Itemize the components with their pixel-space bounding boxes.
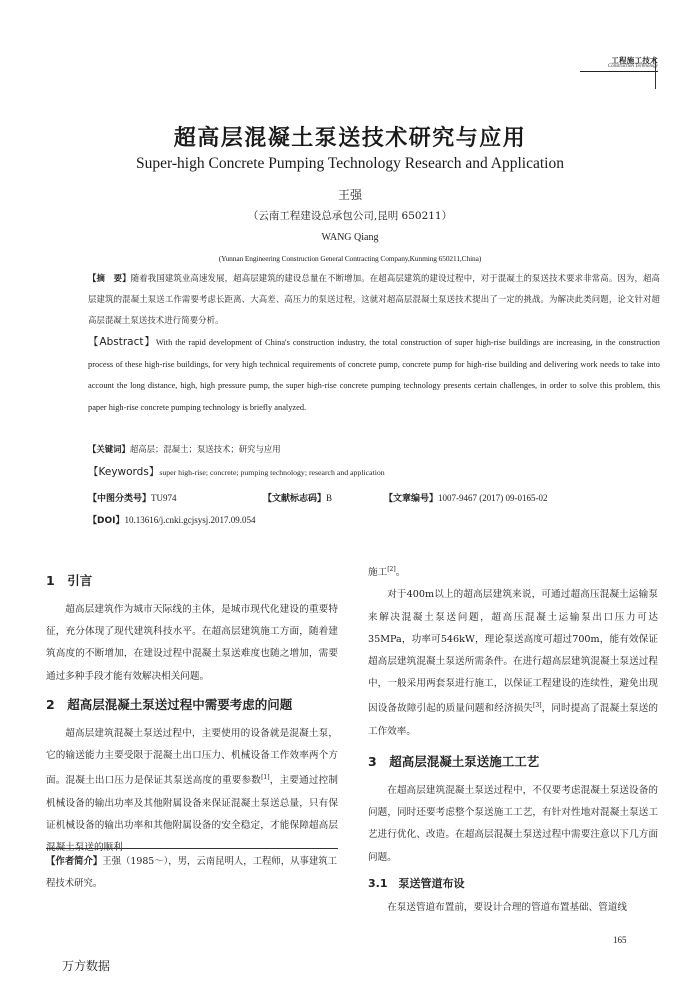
left-column	[46, 568, 338, 859]
section-2-heading: 2 超高层混凝土泵送过程中需要考虑的问题	[46, 696, 293, 712]
citation-ref-2[interactable]: [2]	[387, 566, 396, 573]
author-note	[46, 851, 338, 895]
abstract-en-label: 【Abstract】	[88, 336, 156, 348]
author-note-label: 【作者简介】	[46, 856, 103, 867]
document-code: 【文献标志码】B	[263, 493, 333, 504]
keywords-zh	[88, 442, 281, 456]
subsection-3-1-heading: 3.1 泵送管道布设	[368, 876, 465, 890]
article-number: 【文章编号】1007-9467 (2017) 09-0165-02	[384, 493, 548, 504]
doi-value: 10.13616/j.cnki.gcjsysj.2017.09.054	[124, 515, 256, 525]
pump-pressure-paragraph: 对于400m以上的超高层建筑来说，可通过超高压混凝土运输泵来解决混凝土泵送问题，超高压混凝土运输泵出口压力可达35MPa，功率可546kW，理论泵送高度可超过700m，能有效保证超高层建筑混凝土泵送所需条件。在进行超高层建筑混凝土泵送过程中，一般采用两套泵进行施工，以保证工程建设的连续性，避免出现因设备故障引起的质量问题和经济损失[3]，同时提高了混凝土泵送的工作效率。	[368, 589, 659, 737]
section-1-heading: 1 引言	[46, 573, 93, 588]
journal-header-title: 工程施工技术	[611, 56, 658, 65]
journal-header-subtitle: Construction Technology	[607, 64, 658, 69]
affiliation-en: (Yunnan Engineering Construction General Contracting Company,Kunming 650211,China)	[218, 254, 482, 263]
keywords-en-text: super high-rise; concrete; pumping technology; research and application	[159, 468, 385, 477]
page-number: 165	[613, 935, 627, 945]
right-column	[368, 559, 658, 919]
author-name-zh: 王强	[337, 188, 362, 202]
keywords-zh-text: 超高层；混凝土；泵送技术；研究与应用	[129, 444, 281, 454]
author-note-text: 王强（1985～），男，云南昆明人，工程师，从事建筑工程技术研究。	[46, 856, 338, 889]
keywords-en	[88, 464, 385, 479]
section-3-heading: 3 超高层混凝土泵送施工工艺	[368, 754, 540, 769]
keywords-en-label: 【Keywords】	[88, 466, 160, 478]
abstract-zh	[88, 268, 660, 331]
author-note-rule	[46, 848, 338, 849]
affiliation-zh: （云南工程建设总承包公司,昆明 650211）	[247, 210, 453, 222]
keywords-zh-label: 【关键词】	[88, 444, 130, 454]
doi-line	[88, 513, 255, 526]
abstract-en-text: With the rapid development of China's construction industry, the total construction of super high-rise buildings are increasing, in the construction process of these high-rise buildings, for very high technical requirements of concrete pump, concrete pump for high-rise building and delivering work needs to take into account the long distance, high, high pressure pump, the super high-rise concrete pumping technology presents certain challenges, in order to solve this problem, this paper high-rise concrete pumping technology is briefly analyzed.	[88, 338, 660, 412]
section-1-paragraph: 超高层建筑作为城市天际线的主体，是城市现代化建设的重要特征，充分体现了现代建筑科技水平。在超高层建筑施工方面，随着建筑高度的不断增加，在建设过程中混凝土泵送难度也随之增加，需要通过多种手段才能有效解决相关问题。	[46, 604, 338, 682]
header-vertical-rule	[655, 59, 656, 89]
paper-title-zh: 超高层混凝土泵送技术研究与应用	[173, 126, 527, 151]
section-3-paragraph: 在超高层建筑混凝土泵送过程中，不仅要考虑混凝土泵送设备的问题，同时还要考虑整个泵送施工工艺，有针对性地对混凝土泵送工艺进行优化、改造。在超高层混凝土泵送过程中需要注意以下几方面问题。	[368, 785, 658, 863]
continued-paragraph: 施工[2]。	[368, 566, 406, 579]
abstract-zh-text: 随着我国建筑业高速发展，超高层建筑的建设总量在不断增加。在超高层建筑的建设过程中，对于混凝土的泵送技术要求非常高。因为，超高层建筑的混凝土泵送工作需要考虑长距离、大高差、高压力的泵送过程，这就对超高层混凝土泵送技术提出了一定的挑战。为解决此类问题，论文针对超高层混凝土泵送技术进行简要分析。	[88, 273, 661, 325]
paper-title-en: Super-high Concrete Pumping Technology Research and Application	[136, 155, 564, 172]
doi-label: 【DOI】	[88, 516, 125, 526]
section-2-paragraph: 超高层建筑混凝土泵送过程中，主要使用的设备就是混凝土泵，它的输送能力主要受限于混凝土出口压力、机械设备工作效率两个方面。混凝土出口压力是保证其泵送高度的重要参数[1]，主要通过控制机械设备的输出功率及其他附属设备来保证混凝土泵送总量，只有保证机械设备的输出功率和其他附属设备的安全稳定，才能保障超高层混凝土泵送的顺利	[46, 727, 339, 854]
citation-ref-1[interactable]: [1]	[261, 774, 270, 782]
abstract-zh-label: 【摘 要】	[88, 273, 131, 283]
author-name-en: WANG Qiang	[321, 232, 379, 243]
header-rule	[580, 71, 658, 72]
abstract-en	[88, 332, 660, 418]
citation-ref-3[interactable]: [3]	[533, 702, 542, 710]
subsection-3-1-paragraph: 在泵送管道布置前，要设计合理的管道布置基础、管道线	[387, 901, 628, 913]
clc-number: 【中图分类号】TU974	[88, 493, 177, 504]
wanfang-watermark: 万方数据	[62, 959, 111, 973]
